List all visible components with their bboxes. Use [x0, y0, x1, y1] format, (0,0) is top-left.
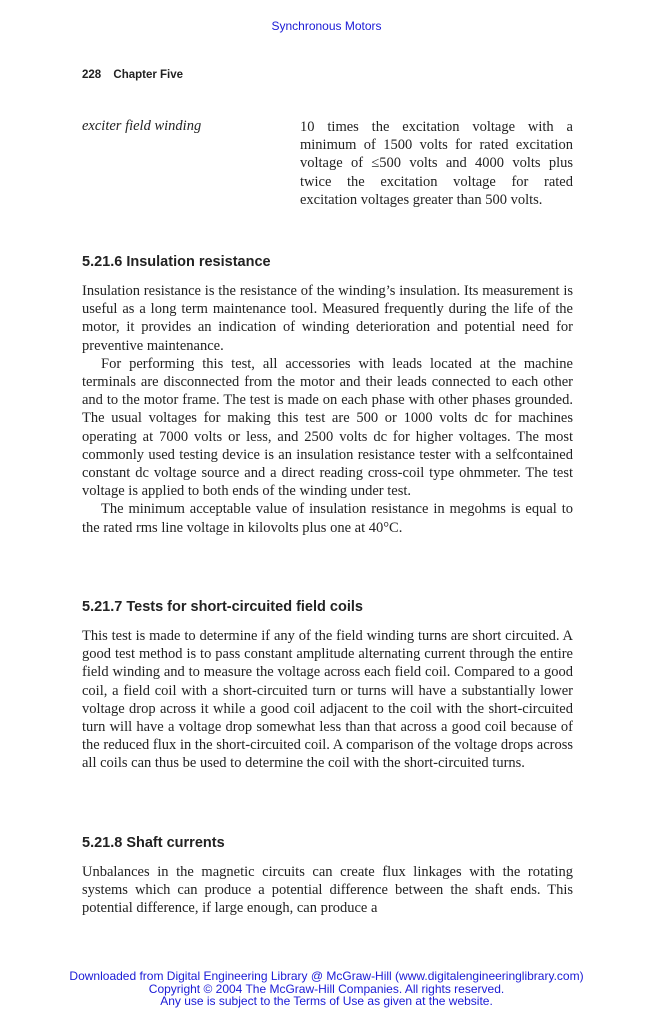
section-heading: 5.21.8 Shaft currents — [82, 835, 225, 851]
running-head: Synchronous Motors — [271, 19, 382, 33]
page-number: 228 — [82, 69, 102, 81]
section-heading: 5.21.6 Insulation resistance — [82, 254, 271, 270]
paragraph: Unbalances in the magnetic circuits can create flux linkages with the rotating systems which can produce a potential difference between the shaft ends. This potential difference, if large enough, can produce a — [82, 864, 573, 917]
footer-copyright: Copyright © 2004 The McGraw-Hill Companies. All rights reserved. — [148, 981, 505, 996]
section-short-circuited-field-coils — [82, 599, 573, 773]
paragraph: Insulation resistance is the resistance of the winding’s insulation. Its measurement is useful as a long term maintenance tool. Measured frequently during the life of the motor, it provides an indication of winding deterioration and potential need for preventive maintenance. — [82, 283, 573, 354]
paragraph: For performing this test, all accessories with leads located at the machine terminals are disconnected from the motor and their leads connected to each other and to the motor frame. The test is made on each phase with other phases grounded. The usual voltages for making this test are 500 or 1000 volts dc for machines operating at 7000 volts or less, and 2500 volts dc for higher voltages. The most commonly used testing device is an insulation resistance tester with a selfcontained constant dc voltage source and a direct reading cross-coil type ohmmeter. The test voltage is applied to both ends of the winding under test. — [82, 355, 573, 500]
section-shaft-currents — [82, 835, 573, 918]
chapter-label: Chapter Five — [113, 69, 184, 81]
paragraph: This test is made to determine if any of the field winding turns are short circuited. A good test method is to pass constant amplitude alternating current through the entire field winding and to measure the voltage across each field coil. Compared to a good coil, a field coil with a short-circuited turn or turns will have a substantially lower voltage drop across it while a good coil adjacent to the coil with the short-circuited turn will have a voltage drop somewhat less than that across a good coil because of the reduced flux in the short-circuited coil. A comparison of the voltage drops across all coils can thus be used to determine the coil with the short-circuited turns. — [82, 628, 573, 772]
footer-terms: Any use is subject to the Terms of Use as given at the website. — [160, 994, 493, 1008]
footer — [0, 970, 653, 1008]
section-heading: 5.21.7 Tests for short-circuited field coils — [82, 599, 363, 615]
footer-download-link[interactable]: Downloaded from Digital Engineering Library @ McGraw-Hill (www.digitalengineeringlibrary.com) — [69, 969, 584, 983]
definition-text: 10 times the excitation voltage with a minimum of 1500 volts for rated excitation voltage of ≤500 volts and 4000 volts plus twice the excitation voltage for rated excitation voltages greater than 500 volts. — [300, 119, 573, 208]
paragraph: The minimum acceptable value of insulation resistance in megohms is equal to the rated rms line voltage in kilovolts plus one at 40°C. — [82, 501, 573, 536]
page-header — [82, 69, 183, 81]
definition-term: exciter field winding — [82, 118, 202, 134]
section-insulation-resistance — [82, 254, 573, 537]
